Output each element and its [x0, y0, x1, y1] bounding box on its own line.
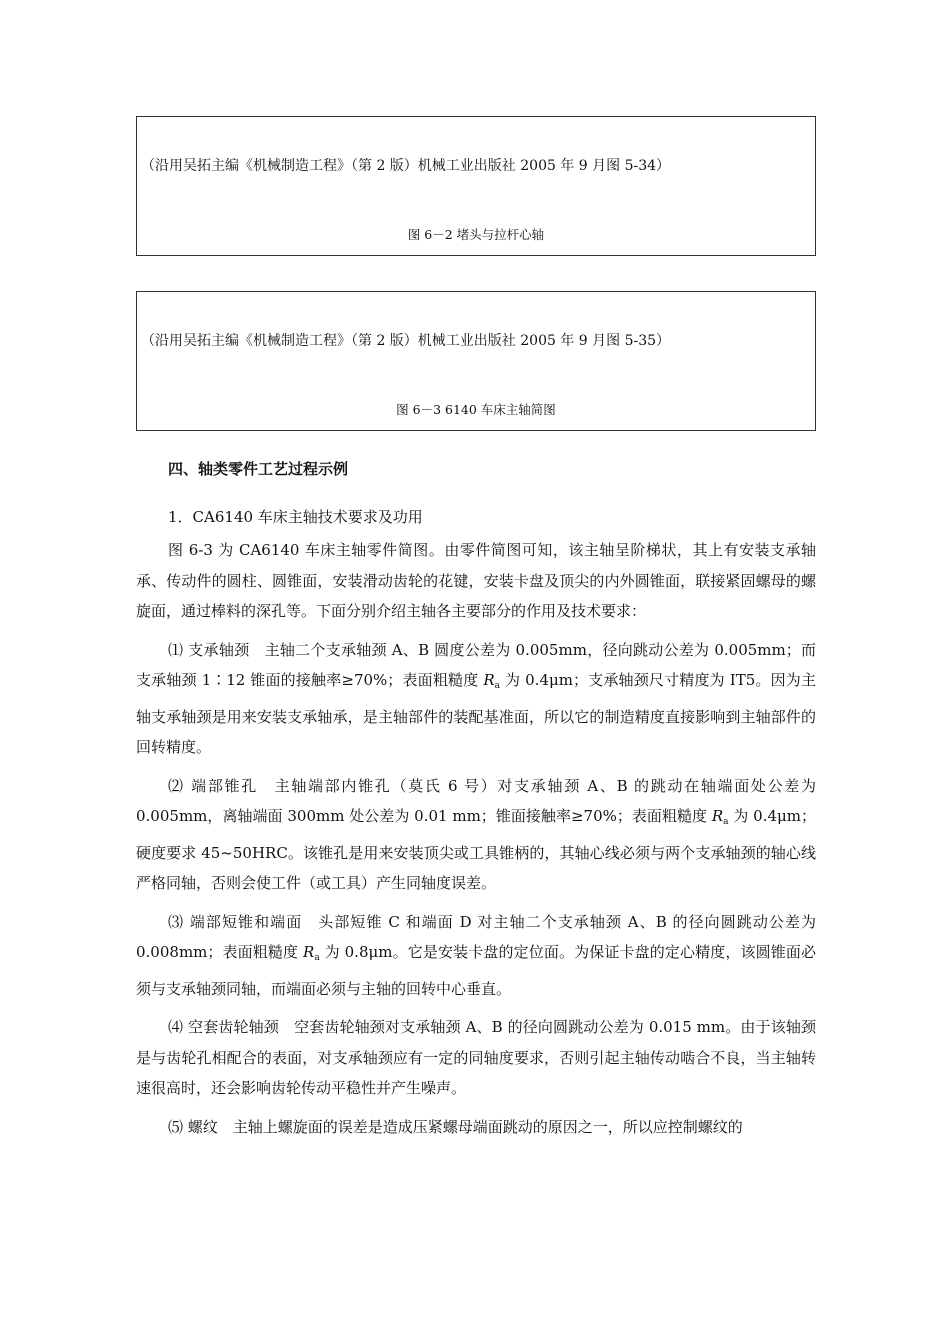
- section-heading: 四、轴类零件工艺过程示例: [168, 460, 349, 478]
- roughness-symbol: $R_a$: [303, 943, 320, 963]
- figure-placeholder-6-2: [136, 116, 816, 256]
- body-text: [136, 535, 816, 1142]
- figure-caption: 图 6－2 堵头与拉杆心轴: [407, 227, 545, 242]
- paragraph-end-taper-hole: ⑵ 端部锥孔 主轴端部内锥孔（莫氏 6 号）对支承轴颈 A、B 的跳动在轴端面处公差为 0.005mm，离轴端面 300mm 处公差为 0.01 mm；锥面接触率≥70%；表面粗糙度 $R_a$ 为 0.4μm；硬度要求 45~50HRC。该锥孔是用来安装顶尖或工具锥柄的，其轴心线必须与两个支承轴颈的轴心线严格同轴，否则会使工件（或工具）产生同轴度误差。: [136, 776, 816, 892]
- paragraph-thread: ⑸ 螺纹 主轴上螺旋面的误差是造成压紧螺母端面跳动的原因之一，所以应控制螺纹的: [168, 1117, 743, 1136]
- figure-source-note: （沿用吴拓主编《机械制造工程》（第 2 版）机械工业出版社 2005 年 9 月图 5-35）: [141, 333, 671, 349]
- intro-paragraph: 图 6-3 为 CA6140 车床主轴零件简图。由零件简图可知，该主轴呈阶梯状，其上有安装支承轴承、传动件的圆柱、圆锥面，安装滑动齿轮的花键，安装卡盘及顶尖的内外圆锥面，联接紧固螺母的螺旋面，通过棒料的深孔等。下面分别介绍主轴各主要部分的作用及技术要求：: [136, 541, 816, 620]
- figure-source-note: （沿用吴拓主编《机械制造工程》（第 2 版）机械工业出版社 2005 年 9 月图 5-34）: [141, 158, 671, 174]
- figure-caption: 图 6－3 6140 车床主轴简图: [396, 402, 556, 417]
- paragraph-gear-journal: ⑷ 空套齿轮轴颈 空套齿轮轴颈对支承轴颈 A、B 的径向圆跳动公差为 0.015 mm。由于该轴颈是与齿轮孔相配合的表面，对支承轴颈应有一定的同轴度要求，否则引起主轴传动啮合不良，当主轴转速很高时，还会影响齿轮传动平稳性并产生噪声。: [136, 1018, 816, 1097]
- figure-placeholder-6-3: [136, 291, 816, 431]
- roughness-symbol: $R_a$: [711, 807, 729, 827]
- paragraph-support-journal: ⑴ 支承轴颈 主轴二个支承轴颈 A、B 圆度公差为 0.005mm，径向跳动公差为 0.005mm；而支承轴颈 1∶12 锥面的接触率≥70%；表面粗糙度 $R_a$ 为 0.4μm；支承轴颈尺寸精度为 IT5。因为主轴支承轴颈是用来安装支承轴承，是主轴部件的装配基准面，所以它的制造精度直接影响到主轴部件的回转精度。: [136, 640, 816, 756]
- roughness-symbol: $R_a$: [483, 671, 501, 691]
- paragraph-short-taper-face: ⑶ 端部短锥和端面 头部短锥 C 和端面 D 对主轴二个支承轴颈 A、B 的径向圆跳动公差为 0.008mm；表面粗糙度 $R_a$ 为 0.8μm。它是安装卡盘的定位面。为保证卡盘的定心精度，该圆锥面必须与支承轴颈同轴，而端面必须与主轴的回转中心垂直。: [136, 912, 816, 998]
- sub-heading: 1．CA6140 车床主轴技术要求及功用: [168, 508, 423, 526]
